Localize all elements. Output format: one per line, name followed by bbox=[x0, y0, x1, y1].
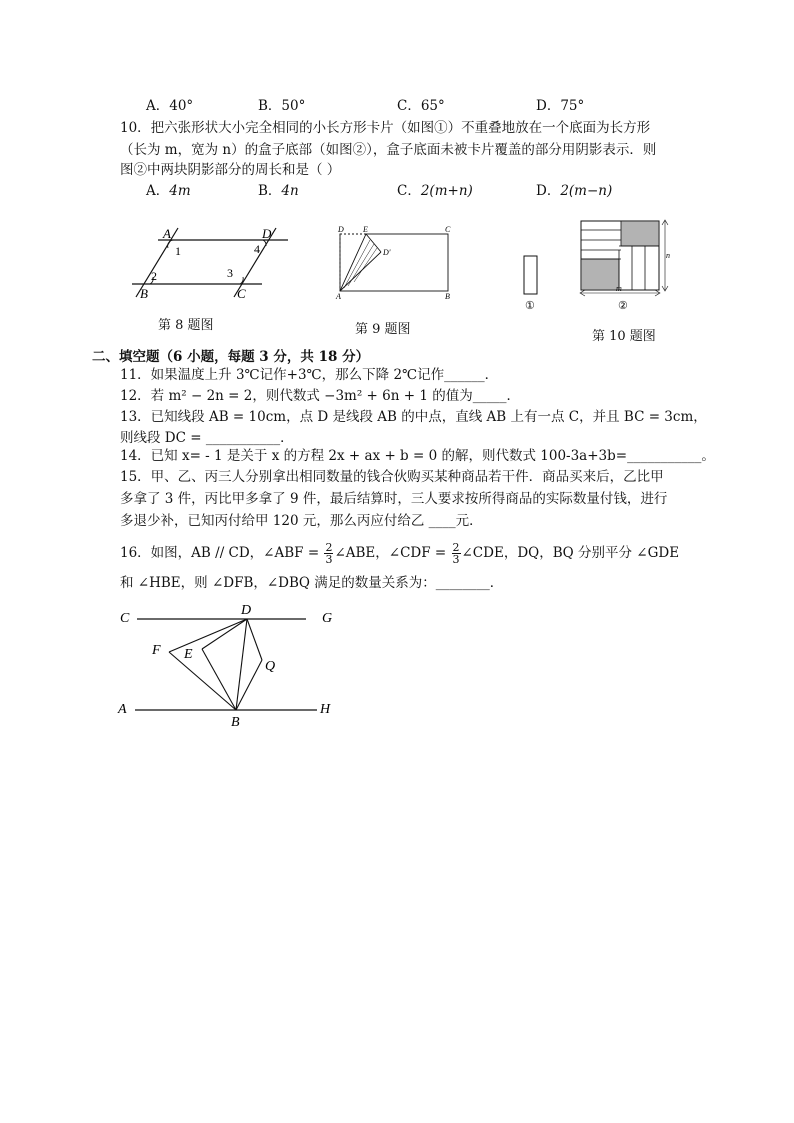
option-value: 65° bbox=[420, 98, 445, 114]
label-a: A bbox=[336, 292, 341, 301]
angle-1: 1 bbox=[175, 244, 181, 258]
figure-10 bbox=[515, 214, 675, 314]
label-d: D bbox=[241, 603, 252, 618]
option-value: 4n bbox=[281, 183, 299, 199]
q10-option-c[interactable] bbox=[397, 182, 473, 200]
fraction bbox=[324, 542, 333, 565]
q10-line-2: （长为 m，宽为 n）的盒子底部（如图②），盒子底面未被卡片覆盖的部分用阴影表示．则 bbox=[120, 142, 657, 158]
figure-16 bbox=[112, 600, 352, 730]
q15-line-2: 多拿了 3 件，丙比甲多拿了 9 件，最后结算时，三人要求按所得商品的实际数量付钱，进行 bbox=[120, 491, 668, 507]
angle-3: 3 bbox=[227, 266, 233, 280]
q16-line-2: 和 ∠HBE，则 ∠DFB，∠DBQ 满足的数量关系为：________． bbox=[120, 575, 504, 591]
label-q: Q bbox=[265, 659, 276, 674]
q10-line-1: 10．把六张形状大小完全相同的小长方形卡片（如图①）不重叠地放在一个底面为长方形 bbox=[120, 120, 651, 136]
label-b: B bbox=[445, 292, 450, 301]
card-label-1: ① bbox=[525, 300, 535, 312]
fraction-denominator: 3 bbox=[325, 553, 333, 566]
option-value: 2(m−n) bbox=[560, 183, 613, 199]
q16-line-1 bbox=[120, 540, 679, 566]
label-b: B bbox=[231, 715, 240, 730]
option-letter: B． bbox=[258, 183, 282, 199]
q9-option-d[interactable] bbox=[536, 97, 584, 115]
q16-text-3: ∠CDE，DQ，BQ 分别平分 ∠GDE bbox=[461, 545, 680, 561]
label-b: B bbox=[140, 286, 148, 301]
label-f: F bbox=[152, 643, 161, 658]
label-a: A bbox=[118, 702, 127, 717]
option-letter: D． bbox=[536, 98, 561, 114]
q11: 11．如果温度上升 3℃记作+3℃，那么下降 2℃记作______． bbox=[120, 367, 499, 383]
q15-line-1: 15．甲、乙、丙三人分别拿出相同数量的钱合伙购买某种商品若干件．商品买来后，乙比甲 bbox=[120, 469, 664, 485]
figure-9 bbox=[330, 222, 460, 302]
label-h: H bbox=[320, 702, 331, 717]
figure-9-caption: 第 9 题图 bbox=[355, 322, 411, 337]
fraction-numerator: 2 bbox=[452, 541, 460, 554]
option-letter: C． bbox=[397, 98, 421, 114]
option-letter: D． bbox=[536, 183, 561, 199]
q14: 14．已知 x= - 1 是关于 x 的方程 2x + ax + b = 0 的解，则代数式 100-3a+3b=___________。 bbox=[120, 448, 715, 464]
q10-option-a[interactable] bbox=[146, 182, 191, 200]
q13-line-2: 则线段 DC = ___________． bbox=[120, 430, 294, 446]
width-label-n: n bbox=[666, 251, 670, 260]
label-c: C bbox=[237, 286, 246, 301]
label-d: D bbox=[262, 226, 272, 241]
figure-8 bbox=[120, 222, 300, 304]
q9-option-a[interactable] bbox=[146, 97, 193, 115]
option-value: 75° bbox=[560, 98, 585, 114]
fraction bbox=[452, 542, 461, 565]
q12: 12．若 m² − 2n = 2，则代数式 −3m² + 6n + 1 的值为_____． bbox=[120, 388, 520, 404]
length-label-m: m bbox=[616, 284, 622, 293]
figure-8-caption: 第 8 题图 bbox=[158, 318, 214, 333]
label-c: C bbox=[120, 611, 130, 626]
q10-option-d[interactable] bbox=[536, 182, 612, 200]
q16-text-2: ∠ABE，∠CDF = bbox=[334, 545, 451, 561]
option-letter: C． bbox=[397, 183, 421, 199]
option-value: 50° bbox=[281, 98, 306, 114]
q16-text-1: 16．如图，AB // CD，∠ABF = bbox=[120, 545, 324, 561]
label-d-prime: D' bbox=[383, 248, 391, 257]
fraction-denominator: 3 bbox=[452, 553, 460, 566]
q10-option-b[interactable] bbox=[258, 182, 299, 200]
option-value: 2(m+n) bbox=[420, 183, 473, 199]
box-label-2: ② bbox=[618, 300, 628, 312]
q15-line-3: 多退少补，已知丙付给甲 120 元，那么丙应付给乙 ____元． bbox=[120, 513, 483, 529]
angle-4: 4 bbox=[254, 242, 260, 256]
figure-10-caption: 第 10 题图 bbox=[592, 329, 656, 344]
label-a: A bbox=[163, 226, 171, 241]
label-e: E bbox=[363, 225, 368, 234]
label-c: C bbox=[445, 225, 451, 234]
option-letter: A． bbox=[146, 98, 170, 114]
option-value: 40° bbox=[169, 98, 194, 114]
angle-2: 2 bbox=[151, 269, 157, 283]
fraction-numerator: 2 bbox=[325, 541, 333, 554]
option-value: 4m bbox=[169, 183, 191, 199]
q13-line-1: 13．已知线段 AB = 10cm，点 D 是线段 AB 的中点，直线 AB 上有一点 C，并且 BC = 3cm， bbox=[120, 409, 707, 425]
option-letter: B． bbox=[258, 98, 282, 114]
q10-line-3: 图②中两块阴影部分的周长和是（ ） bbox=[120, 162, 341, 178]
label-d: D bbox=[338, 225, 344, 234]
option-letter: A． bbox=[146, 183, 170, 199]
label-e: E bbox=[184, 647, 193, 662]
label-g: G bbox=[322, 611, 333, 626]
section-title: 二、填空题（6 小题，每题 3 分，共 18 分） bbox=[92, 349, 370, 365]
q9-option-b[interactable] bbox=[258, 97, 305, 115]
q9-option-c[interactable] bbox=[397, 97, 445, 115]
